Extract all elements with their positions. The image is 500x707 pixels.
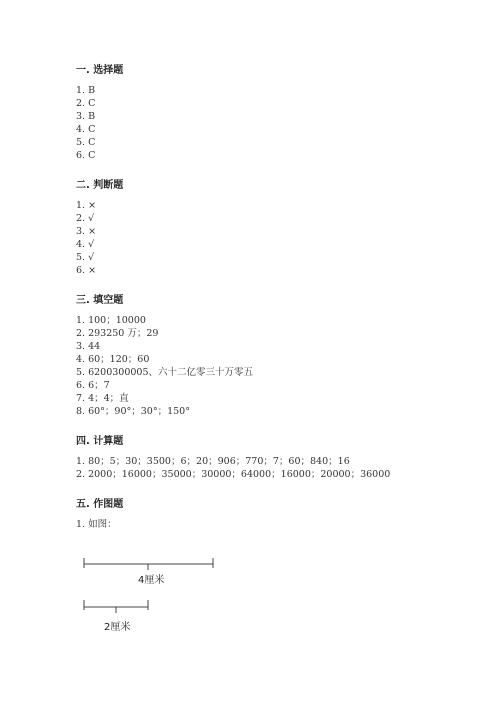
answer-line: 1. × [76,200,97,211]
section-title-choice: 一. 选择题 [76,65,124,76]
answer-line: 2. √ [76,213,95,224]
answer-line: 6. 6；7 [76,380,110,391]
answer-line: 4. √ [76,239,95,250]
answer-line: 5. C [76,137,96,148]
answer-line: 1. 如图： [76,519,117,530]
answer-line: 1. 100；10000 [76,315,146,326]
section-title-drawing: 五. 作图题 [76,499,124,510]
answer-line: 6. C [76,150,96,161]
answer-line: 1. B [76,85,96,96]
long-segment [84,558,213,570]
answer-line: 4. C [76,124,96,135]
short-segment-label: 2厘米 [104,622,131,633]
answer-line: 2. 293250 万；29 [76,328,159,339]
answer-line: 3. B [76,111,96,122]
answer-line: 8. 60°；90°；30°；150° [76,406,190,417]
answer-line: 2. C [76,98,96,109]
short-segment [84,600,148,613]
section-title-calculation: 四. 计算题 [76,436,124,447]
long-segment-label: 4厘米 [138,575,165,586]
answer-line: 3. 44 [76,341,101,352]
answer-line: 1. 80；5；30；3500；6；20；906；770；7；60；840；16 [76,456,350,467]
answer-line: 2. 2000；16000；35000；30000；64000；16000；20000；36000 [76,469,391,480]
answer-line: 6. × [76,265,97,276]
answer-line: 4. 60；120；60 [76,354,150,365]
section-title-fill-blank: 三. 填空题 [76,295,124,306]
section-title-judgment: 二. 判断题 [76,180,124,191]
answer-line: 5. 6200300005、六十二亿零三十万零五 [76,367,254,378]
answer-line: 3. × [76,226,97,237]
answer-line: 5. √ [76,252,95,263]
answer-line: 7. 4；4；直 [76,393,129,404]
